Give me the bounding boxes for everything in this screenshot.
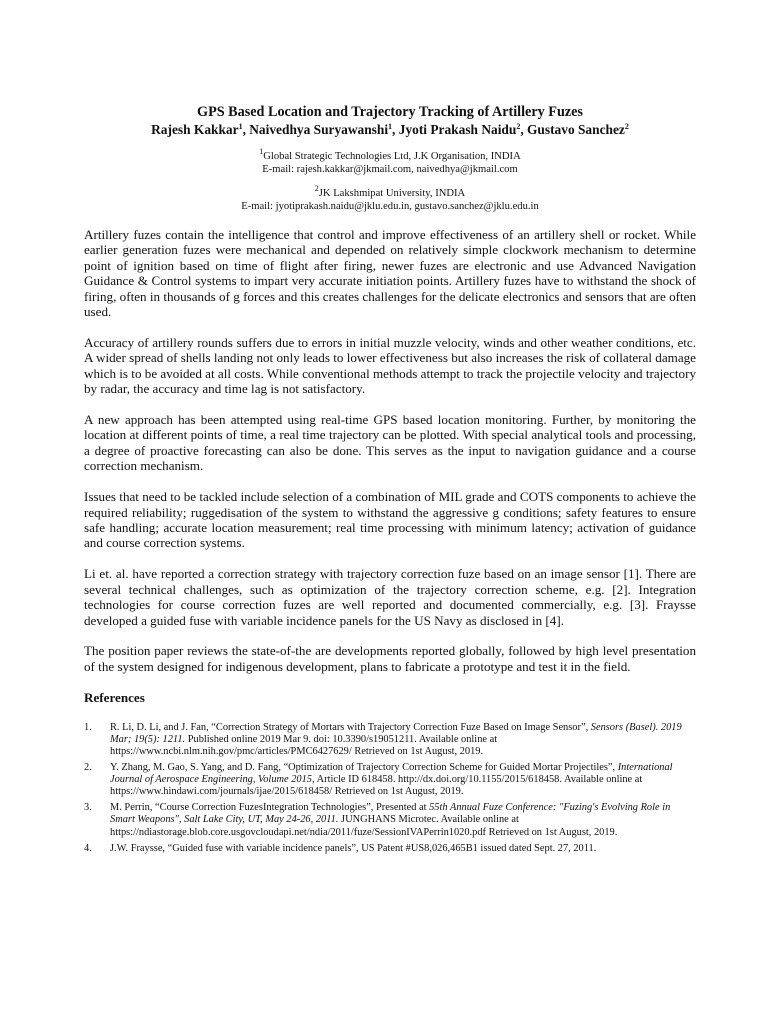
affiliation-block bbox=[84, 147, 696, 176]
author-affiliation-mark: 2 bbox=[516, 122, 521, 131]
author-separator: , bbox=[242, 122, 250, 137]
affiliation-block bbox=[84, 184, 696, 213]
affiliation-email: E-mail: rajesh.kakkar@jkmail.com, naivedhya@jkmail.com bbox=[262, 164, 518, 175]
affiliation-name: JK Lakshmipat University, INDIA bbox=[318, 188, 466, 199]
affiliation-org bbox=[84, 147, 696, 163]
affiliation-org bbox=[84, 184, 696, 200]
body-paragraph: Accuracy of artillery rounds suffers due to errors in initial muzzle velocity, winds and other weather conditions, etc. A wider spread of shells landing not only leads to lower effectiveness but also increases the risk of collateral damage which is to be avoided at all costs. While conventional methods attempt to track the projectile velocity and trajectory by radar, the accuracy and time lag is not satisfactory. bbox=[84, 334, 696, 397]
body-paragraph: The position paper reviews the state-of-the are developments reported globally, followed by high level presentation of the system designed for indigenous development, plans to fabricate a prototype and test it in the field. bbox=[84, 643, 696, 674]
affiliation-name: Global Strategic Technologies Ltd, J.K Organisation, INDIA bbox=[263, 151, 521, 162]
reference-number: 3. bbox=[84, 802, 92, 814]
author-separator: , bbox=[520, 122, 528, 137]
reference-item bbox=[84, 762, 696, 798]
author-affiliation-mark: 2 bbox=[624, 122, 629, 131]
paper-title: GPS Based Location and Trajectory Tracking of Artillery Fuzes bbox=[197, 104, 583, 120]
reference-item bbox=[84, 843, 696, 855]
body-paragraph: Artillery fuzes contain the intelligence that control and improve effectiveness of an artillery shell or rocket. While earlier generation fuzes were mechanical and depended on relatively simple clockwork mechanism to determine point of ignition based on time of flight after firing, newer fuzes are electronic and use Advanced Navigation Guidance & Control systems to impart very accurate initiation points. Artillery fuzes have to withstand the shock of firing, often in thousands of g forces and this creates challenges for the delicate electronics and sensors that are often used. bbox=[84, 227, 696, 320]
author-separator: , bbox=[392, 122, 399, 137]
body-paragraph: A new approach has been attempted using real-time GPS based location monitoring. Further, by monitoring the location at different points of time, a real time trajectory can be plotted. With special analytical tools and processing, a degree of proactive forecasting can also be done. This serves as the input to navigation guidance and a course correction mechanism. bbox=[84, 412, 696, 474]
reference-number: 2. bbox=[84, 762, 92, 774]
body-paragraph: Li et. al. have reported a correction strategy with trajectory correction fuze based on an image sensor [1]. There are several technical challenges, such as optimization of the trajectory correction scheme, e.g. [2]. Integration technologies for course correction fuzes are well reported and documented commercially, e.g. [3]. Fraysse developed a guided fuse with variable incidence panels for the US Navy as disclosed in [4]. bbox=[84, 566, 696, 628]
reference-source: 55th Annual Fuze Conference: "Fuzing's Evolving Role in Smart Weapons", Salt Lake City, UT, May 24-26, 2011. bbox=[110, 802, 671, 826]
author-name: Jyoti Prakash Naidu bbox=[398, 122, 517, 137]
references-heading: References bbox=[84, 689, 145, 705]
reference-item bbox=[84, 802, 696, 838]
author-list bbox=[84, 121, 696, 138]
reference-text: Published online 2019 Mar 9. doi: 10.3390/s19051211. Available online at https://www.ncbi.nlm.nih.gov/pmc/articles/PMC6427629/ Retrieved on 1st August, 2019. bbox=[110, 733, 498, 757]
body-paragraph: Issues that need to be tackled include selection of a combination of MIL grade and COTS components to achieve the required reliability; ruggedisation of the system to withstand the aggressive g conditions; safety features to ensure safe handling; accurate location measurement; real time processing with minimum latency; activation of guidance and course correction systems. bbox=[84, 489, 696, 551]
author-affiliation-mark: 1 bbox=[238, 122, 243, 131]
reference-text: JUNGHANS Microtec. Available online at https://ndiastorage.blob.core.usgovcloudapi.net/ndia/2011/fuze/SessionIVAPerrin1020.pdf Retrieved on 1st August, 2019. bbox=[110, 814, 618, 838]
reference-number: 4. bbox=[84, 842, 92, 854]
reference-text: M. Perrin, “Course Correction FuzesIntegration Technologies”, Presented at bbox=[110, 802, 430, 814]
reference-text: Article ID 618458. http://dx.doi.org/10.1155/2015/618458. Available online at https://www.hindawi.com/journals/ijae/2015/618458/ Retrieved on 1st August, 2019. bbox=[110, 774, 643, 798]
paper-page bbox=[84, 104, 696, 859]
reference-text: J.W. Fraysse, “Guided fuse with variable incidence panels”, US Patent #US8,026,465B1 issued dated Sept. 27, 2011. bbox=[110, 842, 597, 854]
reference-source: International Journal of Aerospace Engineering, Volume 2015, bbox=[110, 762, 673, 786]
affiliation-email: E-mail: jyotiprakash.naidu@jklu.edu.in, gustavo.sanchez@jklu.edu.in bbox=[241, 201, 539, 212]
reference-number: 1. bbox=[84, 721, 92, 733]
author-name: Gustavo Sanchez bbox=[527, 122, 625, 137]
affiliation-number: 2 bbox=[314, 184, 319, 193]
author-affiliation-mark: 1 bbox=[388, 122, 393, 131]
reference-text: R. Li, D. Li, and J. Fan, “Correction Strategy of Mortars with Trajectory Correction Fuze Based on Image Sensor”, bbox=[110, 721, 591, 733]
reference-list bbox=[84, 722, 696, 855]
reference-item bbox=[84, 722, 696, 758]
affiliation-number: 1 bbox=[259, 147, 264, 156]
author-name: Naivedhya Suryawanshi bbox=[249, 122, 389, 137]
reference-source: Sensors (Basel). 2019 Mar; 19(5): 1211. bbox=[110, 721, 682, 745]
reference-text: Y. Zhang, M. Gao, S. Yang, and D. Fang, “Optimization of Trajectory Correction Scheme for Guided Mortar Projectiles”, bbox=[110, 762, 618, 774]
author-name: Rajesh Kakkar bbox=[151, 122, 239, 137]
abstract-body bbox=[84, 227, 696, 674]
